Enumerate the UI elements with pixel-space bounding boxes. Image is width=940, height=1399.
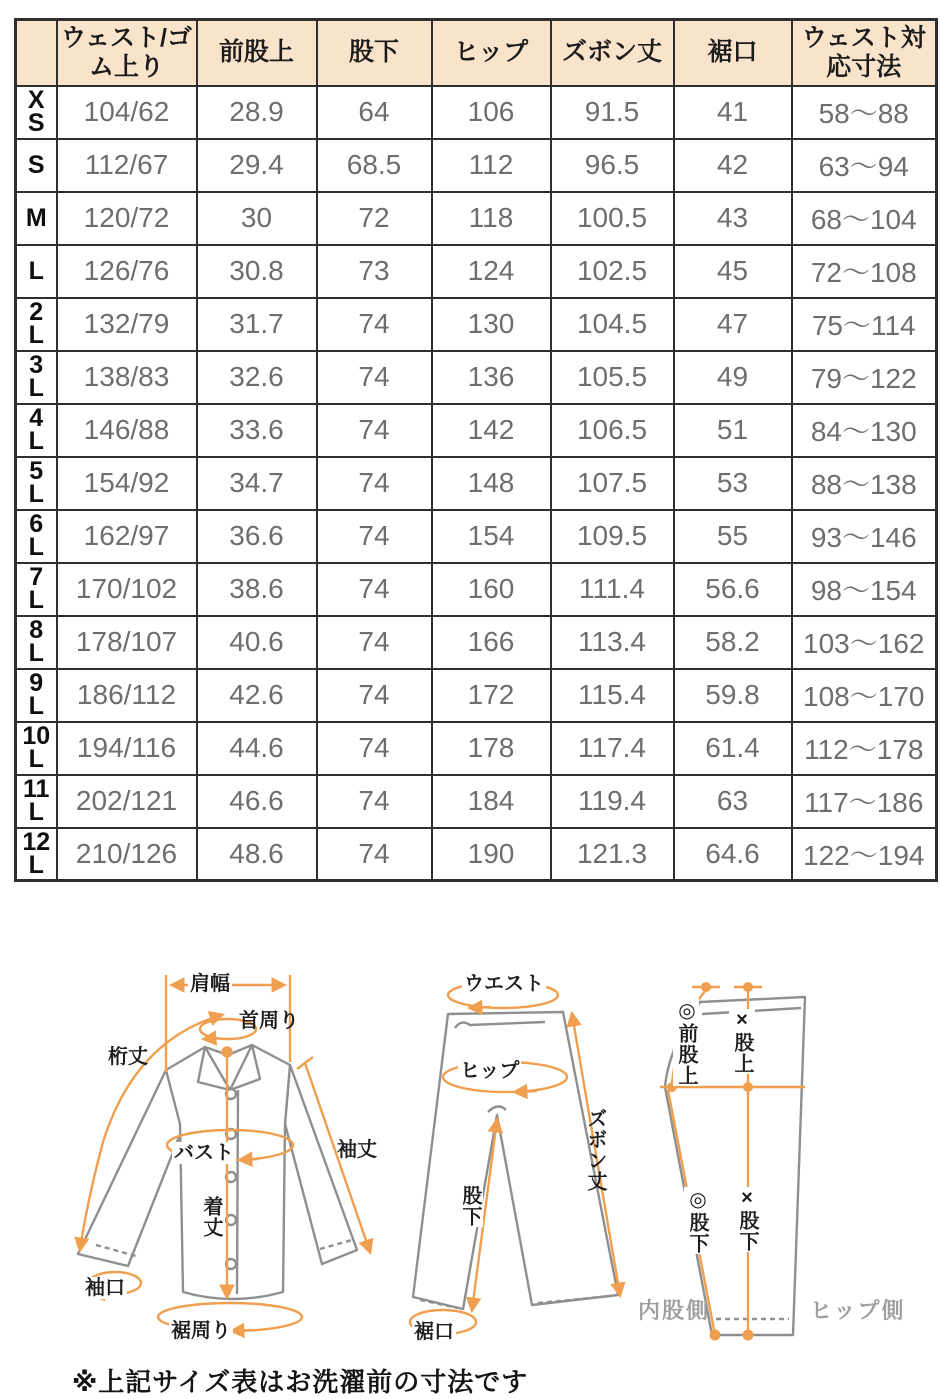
corner-cell bbox=[16, 20, 57, 86]
table-row bbox=[16, 298, 937, 351]
value-cell: 96.5 bbox=[551, 139, 674, 192]
value-cell: 170/102 bbox=[57, 563, 197, 616]
inner-side-label: 内股側 bbox=[638, 1298, 711, 1323]
table-row bbox=[16, 828, 937, 881]
value-cell: 126/76 bbox=[57, 245, 197, 298]
value-cell: 30 bbox=[197, 192, 317, 245]
value-cell: 160 bbox=[432, 563, 551, 616]
table-row bbox=[16, 86, 937, 139]
value-cell: 102.5 bbox=[551, 245, 674, 298]
value-cell: 210/126 bbox=[57, 828, 197, 881]
value-cell: 104/62 bbox=[57, 86, 197, 139]
table-row bbox=[16, 616, 937, 669]
value-cell: 38.6 bbox=[197, 563, 317, 616]
table-row bbox=[16, 192, 937, 245]
value-cell: 30.8 bbox=[197, 245, 317, 298]
value-cell: 51 bbox=[674, 404, 792, 457]
value-cell: 136 bbox=[432, 351, 551, 404]
neck-label: 首周り bbox=[239, 1010, 299, 1032]
column-header: ウェスト/ゴム上り bbox=[57, 20, 197, 86]
value-cell: 162/97 bbox=[57, 510, 197, 563]
value-cell: 148 bbox=[432, 457, 551, 510]
shirt-outline bbox=[78, 1045, 357, 1299]
front-rise-label: ◎前股上 bbox=[675, 998, 697, 1086]
value-cell: 74 bbox=[317, 298, 432, 351]
pre-wash-note: ※上記サイズ表はお洗濯前の寸法です bbox=[72, 1367, 529, 1397]
cuff-label: 袖口 bbox=[85, 1277, 125, 1299]
value-cell: 111.4 bbox=[551, 563, 674, 616]
body-length-label: 着丈 bbox=[200, 1196, 222, 1238]
value-cell: 112〜178 bbox=[792, 722, 937, 775]
column-header: ヒップ bbox=[432, 20, 551, 86]
value-cell: 74 bbox=[317, 669, 432, 722]
value-cell: 142 bbox=[432, 404, 551, 457]
size-label: 11 L bbox=[16, 775, 57, 828]
value-cell: 56.6 bbox=[674, 563, 792, 616]
size-label: 6 L bbox=[16, 510, 57, 563]
value-cell: 47 bbox=[674, 298, 792, 351]
pants-length-label: ズボン丈 bbox=[584, 1108, 606, 1192]
sleeve-length-label: 袖丈 bbox=[337, 1139, 377, 1161]
value-cell: 88〜138 bbox=[792, 457, 937, 510]
value-cell: 72 bbox=[317, 192, 432, 245]
value-cell: 74 bbox=[317, 457, 432, 510]
value-cell: 202/121 bbox=[57, 775, 197, 828]
inseam-b-label: ×股下 bbox=[736, 1187, 758, 1252]
value-cell: 98〜154 bbox=[792, 563, 937, 616]
value-cell: 42 bbox=[674, 139, 792, 192]
value-cell: 122〜194 bbox=[792, 828, 937, 881]
column-header: 裾口 bbox=[674, 20, 792, 86]
value-cell: 178 bbox=[432, 722, 551, 775]
value-cell: 79〜122 bbox=[792, 351, 937, 404]
value-cell: 107.5 bbox=[551, 457, 674, 510]
value-cell: 74 bbox=[317, 351, 432, 404]
value-cell: 74 bbox=[317, 563, 432, 616]
value-cell: 121.3 bbox=[551, 828, 674, 881]
column-header: 股下 bbox=[317, 20, 432, 86]
value-cell: 29.4 bbox=[197, 139, 317, 192]
value-cell: 117〜186 bbox=[792, 775, 937, 828]
bust-label: バスト bbox=[174, 1142, 234, 1164]
value-cell: 74 bbox=[317, 510, 432, 563]
value-cell: 64.6 bbox=[674, 828, 792, 881]
size-label: L bbox=[16, 245, 57, 298]
value-cell: 154/92 bbox=[57, 457, 197, 510]
value-cell: 74 bbox=[317, 404, 432, 457]
value-cell: 120/72 bbox=[57, 192, 197, 245]
size-label: 12 L bbox=[16, 828, 57, 881]
value-cell: 61.4 bbox=[674, 722, 792, 775]
value-cell: 36.6 bbox=[197, 510, 317, 563]
inseam-label: 股下 bbox=[459, 1185, 481, 1227]
size-label: 5 L bbox=[16, 457, 57, 510]
inseam-a-label: ◎股下 bbox=[686, 1187, 708, 1254]
value-cell: 75〜114 bbox=[792, 298, 937, 351]
table-header-row bbox=[16, 20, 937, 86]
value-cell: 41 bbox=[674, 86, 792, 139]
value-cell: 100.5 bbox=[551, 192, 674, 245]
table-row bbox=[16, 245, 937, 298]
value-cell: 28.9 bbox=[197, 86, 317, 139]
value-cell: 93〜146 bbox=[792, 510, 937, 563]
value-cell: 112 bbox=[432, 139, 551, 192]
value-cell: 45 bbox=[674, 245, 792, 298]
table-row bbox=[16, 722, 937, 775]
table-row bbox=[16, 139, 937, 192]
hem-opening-label: 裾口 bbox=[414, 1321, 454, 1343]
value-cell: 64 bbox=[317, 86, 432, 139]
value-cell: 74 bbox=[317, 722, 432, 775]
value-cell: 105.5 bbox=[551, 351, 674, 404]
size-label: 10 L bbox=[16, 722, 57, 775]
value-cell: 190 bbox=[432, 828, 551, 881]
value-cell: 74 bbox=[317, 616, 432, 669]
table-row bbox=[16, 351, 937, 404]
value-cell: 46.6 bbox=[197, 775, 317, 828]
column-header: ズボン丈 bbox=[551, 20, 674, 86]
value-cell: 59.8 bbox=[674, 669, 792, 722]
value-cell: 118 bbox=[432, 192, 551, 245]
diagram-illustration bbox=[0, 962, 940, 1378]
value-cell: 178/107 bbox=[57, 616, 197, 669]
value-cell: 43 bbox=[674, 192, 792, 245]
value-cell: 40.6 bbox=[197, 616, 317, 669]
size-table bbox=[14, 18, 938, 882]
value-cell: 115.4 bbox=[551, 669, 674, 722]
value-cell: 106 bbox=[432, 86, 551, 139]
value-cell: 63 bbox=[674, 775, 792, 828]
value-cell: 63〜94 bbox=[792, 139, 937, 192]
shoulder-width-label: 肩幅 bbox=[190, 973, 230, 995]
table-row bbox=[16, 563, 937, 616]
table-row bbox=[16, 404, 937, 457]
value-cell: 103〜162 bbox=[792, 616, 937, 669]
value-cell: 106.5 bbox=[551, 404, 674, 457]
yuki-length-label: 桁丈 bbox=[108, 1046, 148, 1068]
value-cell: 48.6 bbox=[197, 828, 317, 881]
value-cell: 44.6 bbox=[197, 722, 317, 775]
size-label: M bbox=[16, 192, 57, 245]
size-label: X S bbox=[16, 86, 57, 139]
size-label: 7 L bbox=[16, 563, 57, 616]
value-cell: 49 bbox=[674, 351, 792, 404]
value-cell: 33.6 bbox=[197, 404, 317, 457]
size-label: 3 L bbox=[16, 351, 57, 404]
value-cell: 124 bbox=[432, 245, 551, 298]
value-cell: 132/79 bbox=[57, 298, 197, 351]
value-cell: 91.5 bbox=[551, 86, 674, 139]
value-cell: 73 bbox=[317, 245, 432, 298]
value-cell: 58.2 bbox=[674, 616, 792, 669]
table-row bbox=[16, 457, 937, 510]
value-cell: 104.5 bbox=[551, 298, 674, 351]
hip-label: ヒップ bbox=[460, 1060, 520, 1082]
value-cell: 186/112 bbox=[57, 669, 197, 722]
value-cell: 68〜104 bbox=[792, 192, 937, 245]
size-label: 2 L bbox=[16, 298, 57, 351]
value-cell: 108〜170 bbox=[792, 669, 937, 722]
table-row bbox=[16, 510, 937, 563]
value-cell: 172 bbox=[432, 669, 551, 722]
value-cell: 113.4 bbox=[551, 616, 674, 669]
value-cell: 32.6 bbox=[197, 351, 317, 404]
value-cell: 194/116 bbox=[57, 722, 197, 775]
value-cell: 42.6 bbox=[197, 669, 317, 722]
value-cell: 138/83 bbox=[57, 351, 197, 404]
value-cell: 109.5 bbox=[551, 510, 674, 563]
value-cell: 112/67 bbox=[57, 139, 197, 192]
value-cell: 74 bbox=[317, 828, 432, 881]
value-cell: 184 bbox=[432, 775, 551, 828]
size-chart-page bbox=[0, 18, 940, 1397]
size-label: S bbox=[16, 139, 57, 192]
column-header: 前股上 bbox=[197, 20, 317, 86]
value-cell: 58〜88 bbox=[792, 86, 937, 139]
size-label: 4 L bbox=[16, 404, 57, 457]
size-label: 9 L bbox=[16, 669, 57, 722]
value-cell: 117.4 bbox=[551, 722, 674, 775]
value-cell: 53 bbox=[674, 457, 792, 510]
value-cell: 68.5 bbox=[317, 139, 432, 192]
value-cell: 84〜130 bbox=[792, 404, 937, 457]
measurement-diagrams bbox=[0, 962, 940, 1397]
value-cell: 31.7 bbox=[197, 298, 317, 351]
hem-around-label: 裾周り bbox=[171, 1320, 231, 1342]
column-header: ウェスト対応寸法 bbox=[792, 20, 937, 86]
value-cell: 34.7 bbox=[197, 457, 317, 510]
value-cell: 72〜108 bbox=[792, 245, 937, 298]
value-cell: 74 bbox=[317, 775, 432, 828]
table-row bbox=[16, 775, 937, 828]
value-cell: 130 bbox=[432, 298, 551, 351]
value-cell: 119.4 bbox=[551, 775, 674, 828]
waist-label: ウエスト bbox=[464, 973, 544, 995]
value-cell: 154 bbox=[432, 510, 551, 563]
value-cell: 166 bbox=[432, 616, 551, 669]
value-cell: 55 bbox=[674, 510, 792, 563]
size-label: 8 L bbox=[16, 616, 57, 669]
value-cell: 146/88 bbox=[57, 404, 197, 457]
hip-side-label: ヒップ側 bbox=[810, 1298, 906, 1323]
rise-label: ×股上 bbox=[731, 1009, 753, 1074]
table-row bbox=[16, 669, 937, 722]
